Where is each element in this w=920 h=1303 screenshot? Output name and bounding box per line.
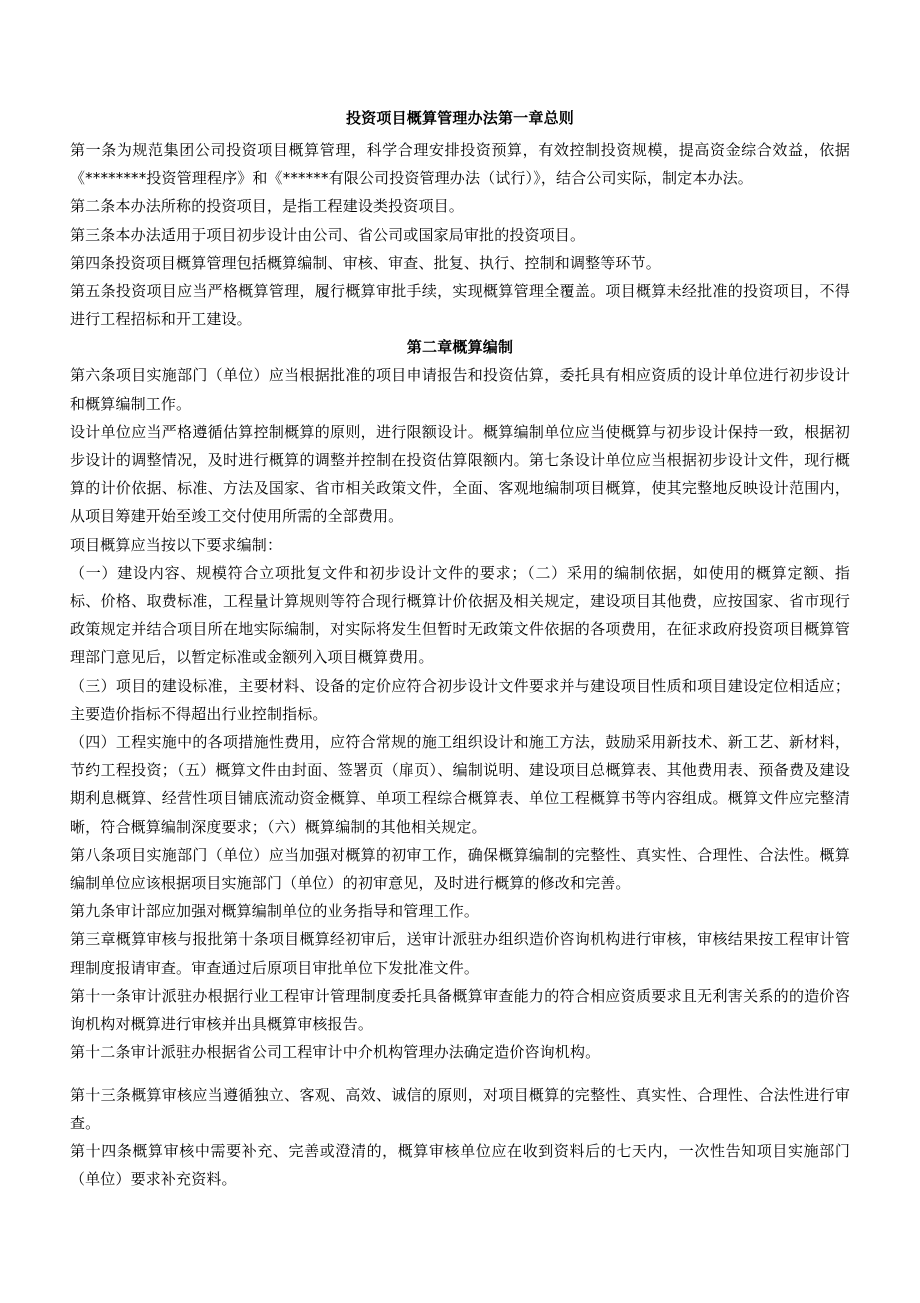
paragraph: （一）建设内容、规模符合立项批复文件和初步设计文件的要求；（二）采用的编制依据，如使用的概算定额、指标、价格、取费标准，工程量计算规则等符合现行概算计价依据及相关规定，建设项目其他费，应按国家、省市现行政策规定并结合项目所在地实际编制，对实际将发生但暂时无政策文件依据的各项费用，在征求政府投资项目概算管理部门意见后，以暂定标准或金额列入项目概算费用。: [70, 563, 850, 667]
page-title: 投资项目概算管理办法第一章总则: [345, 109, 574, 127]
paragraph: 第三条本办法适用于项目初步设计由公司、省公司或国家局审批的投资项目。: [70, 225, 586, 244]
paragraph: 第九条审计部应加强对概算编制单位的业务指导和管理工作。: [70, 902, 480, 921]
paragraph: 第三章概算审核与报批第十条项目概算经初审后，送审计派驻办组织造价咨询机构进行审核，审核结果按工程审计管理制度报请审查。审查通过后原项目审批单位下发批准文件。: [70, 930, 850, 977]
paragraph-spacer: [70, 1067, 850, 1081]
paragraph: （四）工程实施中的各项措施性费用，应符合常规的施工组织设计和施工方法，鼓励采用新技术、新工艺、新材料，节约工程投资；（五）概算文件由封面、签署页（扉页）、编制说明、建设项目总概算表、其他费用表、预备费及建设期利息概算、经营性项目铺底流动资金概算、单项工程综合概算表、单位工程概算书等内容组成。概算文件应完整清晰，符合概算编制深度要求；（六）概算编制的其他相关规定。: [70, 733, 850, 836]
paragraph: 第六条项目实施部门（单位）应当根据批准的项目申请报告和投资估算，委托具有相应资质的设计单位进行初步设计和概算编制工作。: [70, 366, 850, 413]
paragraph: 第十一条审计派驻办根据行业工程审计管理制度委托具备概算审查能力的符合相应资质要求且无利害关系的的造价咨询机构对概算进行审核并出具概算审核报告。: [70, 986, 850, 1034]
paragraph: 第八条项目实施部门（单位）应当加强对概算的初审工作，确保概算编制的完整性、真实性、合理性、合法性。概算编制单位应该根据项目实施部门（单位）的初审意见，及时进行概算的修改和完善。: [70, 845, 850, 893]
paragraph: 第十三条概算审核应当遵循独立、客观、高效、诚信的原则，对项目概算的完整性、真实性、合理性、合法性进行审查。: [70, 1085, 850, 1132]
paragraph: 第十四条概算审核中需要补充、完善或澄清的，概算审核单位应在收到资料后的七天内，一次性告知项目实施部门（单位）要求补充资料。: [70, 1141, 850, 1189]
paragraph: 设计单位应当严格遵循估算控制概算的原则，进行限额设计。概算编制单位应当使概算与初步设计保持一致，根据初步设计的调整情况，及时进行概算的调整并控制在投资估算限额内。第七条设计单位应当根据初步设计文件，现行概算的计价依据、标准、方法及国家、省市相关政策文件，全面、客观地编制项目概算，使其完整地反映设计范围内，从项目筹建开始至竣工交付使用所需的全部费用。: [70, 422, 850, 526]
paragraph: 第一条为规范集团公司投资项目概算管理，科学合理安排投资预算，有效控制投资规模，提高资金综合效益，依据《********投资管理程序》和《******有限公司投资管理办法（试行）》，结合公司实际，制定本办法。: [70, 141, 850, 188]
paragraph: 第四条投资项目概算管理包括概算编制、审核、审查、批复、执行、控制和调整等环节。: [70, 253, 661, 272]
paragraph: 第五条投资项目应当严格概算管理，履行概算审批手续，实现概算管理全覆盖。项目概算未经批准的投资项目，不得进行工程招标和开工建设。: [70, 282, 850, 329]
paragraph: 项目概算应当按以下要求编制：: [70, 535, 283, 554]
paragraph: 第十二条审计派驻办根据省公司工程审计中介机构管理办法确定造价咨询机构。: [70, 1043, 601, 1062]
paragraph: （三）项目的建设标准，主要材料、设备的定价应符合初步设计文件要求并与建设项目性质和项目建设定位相适应；主要造价指标不得超出行业控制指标。: [70, 676, 850, 723]
paragraph: 第二条本办法所称的投资项目，是指工程建设类投资项目。: [70, 197, 464, 216]
section-heading-chapter-2: 第二章概算编制: [406, 338, 514, 357]
